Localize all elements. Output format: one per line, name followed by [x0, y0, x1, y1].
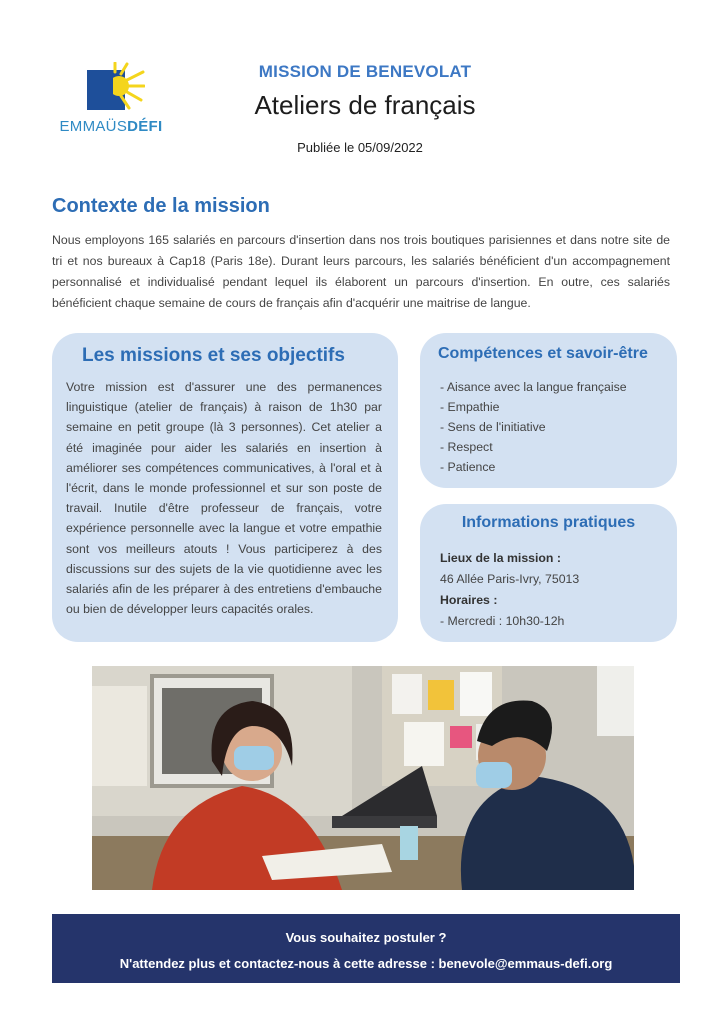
- footer-question: Vous souhaitez postuler ?: [285, 930, 447, 945]
- context-heading: Contexte de la mission: [52, 195, 270, 217]
- footer-contact: N'attendez plus et contactez-nous à cette adresse : benevole@emmaus-defi.org: [119, 956, 613, 971]
- page-title: Ateliers de français: [254, 90, 476, 120]
- competences-list: [440, 377, 627, 477]
- workshop-photo-illustration: [92, 666, 634, 890]
- workshop-photo: [92, 666, 634, 890]
- list-item: - Patience: [440, 460, 496, 474]
- competences-heading: Compétences et savoir-être: [438, 345, 648, 362]
- missions-card: [52, 333, 398, 642]
- hours-label: Horaires :: [440, 593, 498, 607]
- list-item: - Aisance avec la langue française: [440, 380, 627, 394]
- published-date: Publiée le 05/09/2022: [297, 140, 423, 155]
- info-body: [440, 548, 579, 632]
- list-item: - Respect: [440, 440, 493, 454]
- list-item: - Sens de l'initiative: [440, 420, 546, 434]
- logo-text: EMMAÜSDÉFI: [59, 118, 163, 135]
- list-item: - Empathie: [440, 400, 500, 414]
- missions-heading: Les missions et ses objectifs: [82, 345, 345, 366]
- info-card: [420, 504, 677, 642]
- location-label: Lieux de la mission :: [440, 551, 561, 565]
- mission-kicker: MISSION DE BENEVOLAT: [258, 62, 472, 81]
- info-heading: Informations pratiques: [461, 514, 636, 531]
- hours-value: - Mercredi : 10h30-12h: [440, 614, 565, 628]
- competences-card: [420, 333, 677, 488]
- footer-banner: [52, 914, 680, 983]
- missions-paragraph: Votre mission est d'assurer une des permanences linguistique (atelier de français) à raison de 1h30 par semaine en petit groupe (là 3 personnes). Cet atelier a été imaginée pour aider les salariés en insertion à améliorer ses compétences communicatives, à l'oral et à l'écrit, dans le monde professionnel et sur son poste de travail. Inutile d'être professeur de français, votre expérience personnelle avec la langue et votre empathie sont vos meilleurs atouts ! Vous participerez à des discussions sur des sujets de la vie quotidienne avec les salariés afin de les préparer à des entretiens d'embauche ou bien de développer leurs capacités orales.: [66, 380, 382, 617]
- emmaus-defi-logo: [55, 62, 167, 140]
- context-paragraph: Nous employons 165 salariés en parcours d'insertion dans nos trois boutiques parisiennes et dans notre site de tri et nos bureaux à Cap18 (Paris 18e). Durant leurs parcours, les salariés bénéficient d'un accompagnement personnalisé et individualisé pendant lequel ils élaborent un parcours d'insertion. En outre, ces salariés bénéficient chaque semaine de cours de français afin d'acquérir une maitrise de langue.: [52, 233, 670, 310]
- location-value: 46 Allée Paris-Ivry, 75013: [440, 572, 580, 586]
- sun-house-logo-icon: [85, 62, 145, 114]
